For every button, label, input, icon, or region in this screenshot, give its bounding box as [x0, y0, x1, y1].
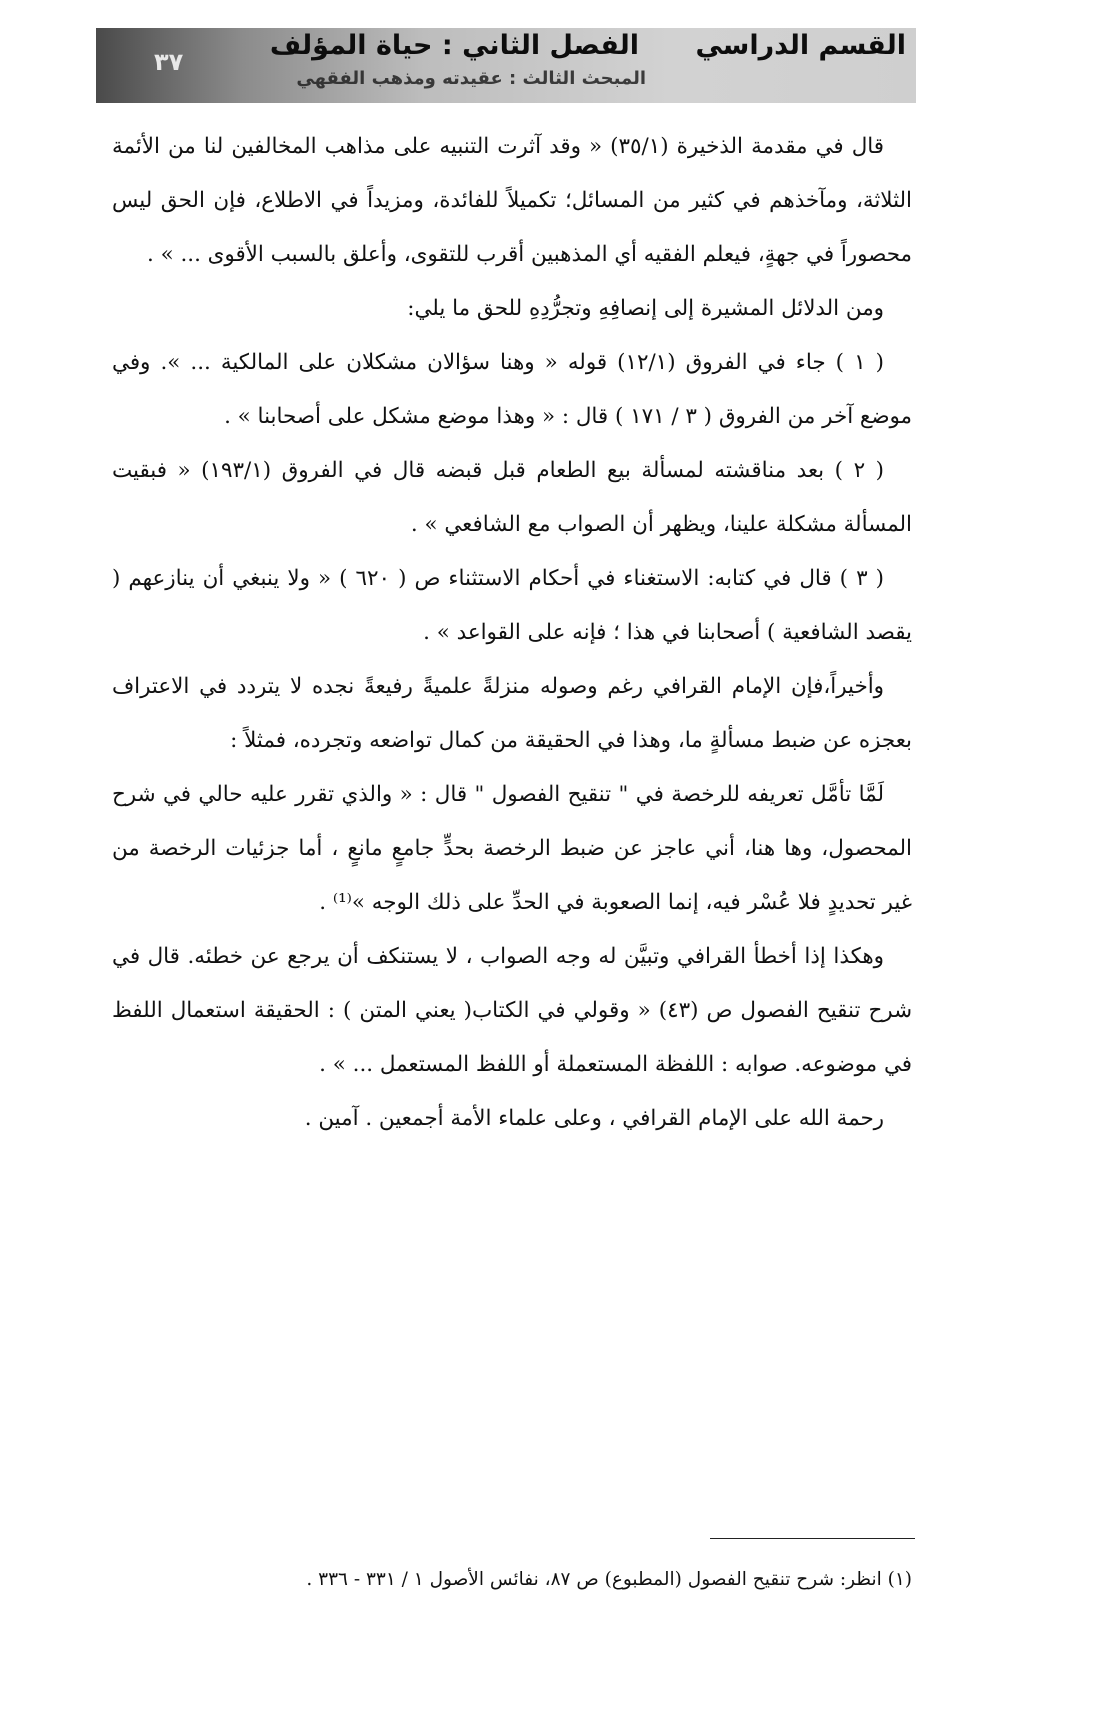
paragraph-closing-prayer: رحمة الله على الإمام القرافي ، وعلى علماء الأمة أجمعين . آمين .: [304, 1106, 884, 1131]
header-title: [270, 30, 906, 61]
footnote-divider: [710, 1538, 915, 1539]
paragraph-rukhsa: لَمَّا تأمَّل تعريفه للرخصة في " تنقيح الفصول " قال : « والذي تقرر عليه حالي في شرح المحصول، وها هنا، أني عاجز عن ضبط الرخصة بحدٍّ جامعٍ مانعٍ ، أما جزئيات الرخصة من غير تحديدٍ فلا عُسْر فيه، إنما الصعوبة في الحدِّ على ذلك الوجه »⁽¹⁾ .: [112, 782, 912, 915]
paragraph-finally: وأخيراً،فإن الإمام القرافي رغم وصوله منزلةً علميةً رفيعةً نجده لا يتردد في الاعتراف بعجزه عن ضبط مسألةٍ ما، وهذا في الحقيقة من كمال تواضعه وتجرده، فمثلاً :: [112, 674, 912, 753]
page-number: ٣٧: [154, 48, 184, 76]
paragraph-point-2: ( ٢ ) بعد مناقشته لمسألة بيع الطعام قبل قبضه قال في الفروق (١٩٣/١) « فبقيت المسألة مشكلة علينا، ويظهر أن الصواب مع الشافعي » .: [112, 458, 912, 537]
paragraph-point-3: ( ٣ ) قال في كتابه: الاستغناء في أحكام الاستثناء ص ( ٦٢٠ ) « ولا ينبغي أن ينازعهم ( يقصد الشافعية ) أصحابنا في هذا ؛ فإنه على القواعد » .: [112, 566, 912, 645]
paragraph-evidence-intro: ومن الدلائل المشيرة إلى إنصافِهِ وتجرُّدِهِ للحق ما يلي:: [407, 296, 884, 321]
header-topic: المبحث الثالث : عقيدته ومذهب الفقهي: [296, 68, 646, 89]
body-text: [112, 120, 912, 1146]
page-header: [96, 28, 916, 103]
header-chapter: الفصل الثاني : حياة المؤلف: [269, 30, 640, 61]
paragraph-point-1: ( ١ ) جاء في الفروق (١٢/١) قوله « وهنا سؤالان مشكلان على المالكية ... ». وفي موضع آخر من الفروق ( ٣ / ١٧١ ) قال : « وهذا موضع مشكل على أصحابنا » .: [112, 350, 912, 429]
paragraph-correction: وهكذا إذا أخطأ القرافي وتبيَّن له وجه الصواب ، لا يستنكف أن يرجع عن خطئه. قال في شرح تنقيح الفصول ص (٤٣) « وقولي في الكتاب( يعني المتن ) : الحقيقة استعمال اللفظ في موضوعه. صوابه : اللفظة المستعملة أو اللفظ المستعمل ... » .: [112, 944, 912, 1077]
footnote: (١) انظر: شرح تنقيح الفصول (المطبوع) ص ٨٧، نفائس الأصول ١ / ٣٣١ - ٣٣٦ .: [306, 1569, 912, 1590]
paragraph-dhakhira-quote: قال في مقدمة الذخيرة (٣٥/١) « وقد آثرت التنبيه على مذاهب المخالفين لنا من الأئمة الثلاثة، ومآخذهم في كثير من المسائل؛ تكميلاً للفائدة، ومزيداً في الاطلاع، فإن الحق ليس محصوراً في جهةٍ، فيعلم الفقيه أي المذهبين أقرب للتقوى، وأعلق بالسبب الأقوى ... » .: [112, 134, 912, 267]
header-section: القسم الدراسي: [695, 30, 906, 61]
